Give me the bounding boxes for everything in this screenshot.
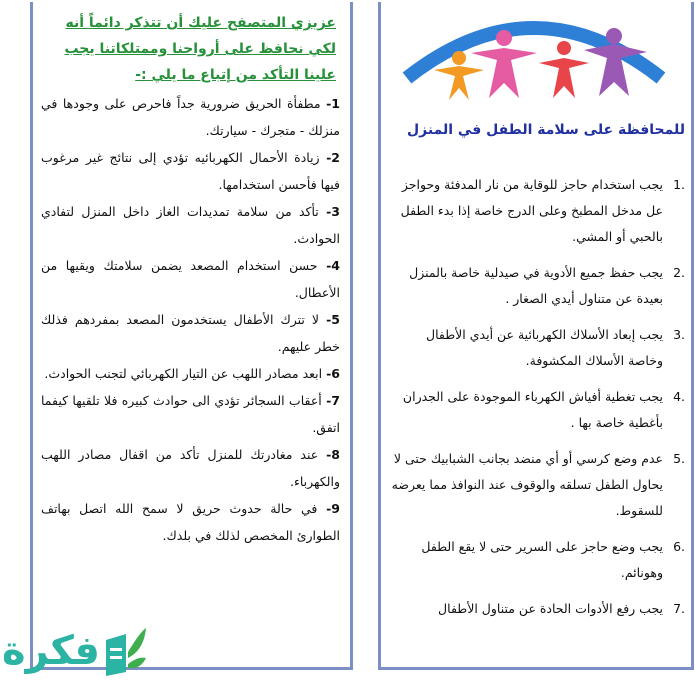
list-item: .5 عدم وضع كرسي أو أي منضد بجانب الشبابيك حتى لا يحاول الطفل تسلقه والوقوف عند النوافذ مما يعرضه للسقوط. (391, 451, 685, 518)
step-item: 4- حسن استخدام المصعد يضمن سلامتك ويقيها من الأعطال. (41, 258, 340, 300)
fire-safety-panel (30, 2, 353, 670)
child-safety-panel (378, 2, 694, 670)
child-safety-list (391, 172, 685, 632)
watermark (0, 624, 155, 680)
list-item: .7 يجب رفع الأدوات الحادة عن متناول الأطفال (438, 601, 685, 616)
list-item: .1 يجب استخدام حاجز للوقاية من نار المدفئة وحواجز عل مدخل المطبخ وعلى الدرج خاصة إذا بدء الطفل بالحبي أو المشي. (400, 177, 685, 244)
intro-text: عزيزي المتصفح عليك أن تتذكر دائماً أنه لكي نحافظ على أرواحنا وممتلكاتنا يجب علينا التأكد من إتباع ما يلي :- (64, 15, 336, 83)
list-item: .6 يجب وضع حاجز على السرير حتى لا يقع الطفل وهونائم. (421, 539, 685, 580)
step-item: 3- تأكد من سلامة تمديدات الغاز داخل المنزل لتفادي الحوادث. (41, 204, 340, 246)
step-item: 2- زيادة الأحمال الكهربائيه تؤدي إلى نتائج غير مرغوب فيها فأحسن استخدامها. (41, 150, 340, 192)
book-leaf-icon (100, 626, 148, 678)
fire-safety-steps (41, 90, 340, 549)
family-people-icon (399, 8, 669, 108)
list-item: .2 يجب حفظ جميع الأدوية في صيدلية خاصة بالمنزل بعيدة عن متناول أيدي الصغار . (409, 265, 685, 306)
step-item: 8- عند مغادرتك للمنزل تأكد من اقفال مصادر اللهب والكهرباء. (41, 447, 340, 489)
panel-title: للمحافظة على سلامة الطفل في المنزل (407, 122, 685, 138)
step-item: 1- مطفأة الحريق ضرورية جداً فاحرص على وجودها في منزلك - متجرك - سيارتك. (41, 96, 340, 138)
step-item: 9- في حالة حدوث حريق لا سمح الله اتصل بهاتف الطوارئ المخصص لذلك في بلدك. (41, 501, 340, 543)
list-item: .3 يجب إبعاد الأسلاك الكهربائية عن أيدي الأطفال وخاصة الأسلاك المكشوفة. (426, 327, 685, 368)
step-item: 6- ابعد مصادر اللهب عن التيار الكهربائي لتجنب الحوادث. (44, 366, 340, 381)
step-item: 5- لا تترك الأطفال يستخدمون المصعد بمفردهم فذلك خطر عليهم. (41, 312, 340, 354)
watermark-text: فكرة (2, 628, 100, 674)
step-item: 7- أعقاب السجائر تؤدي الى حوادث كبيره فلا تلقيها كيفما اتفق. (41, 393, 340, 435)
list-item: .4 يجب تغطية أفياش الكهرباء الموجودة على الجدران بأغطية خاصة بها . (402, 389, 685, 430)
